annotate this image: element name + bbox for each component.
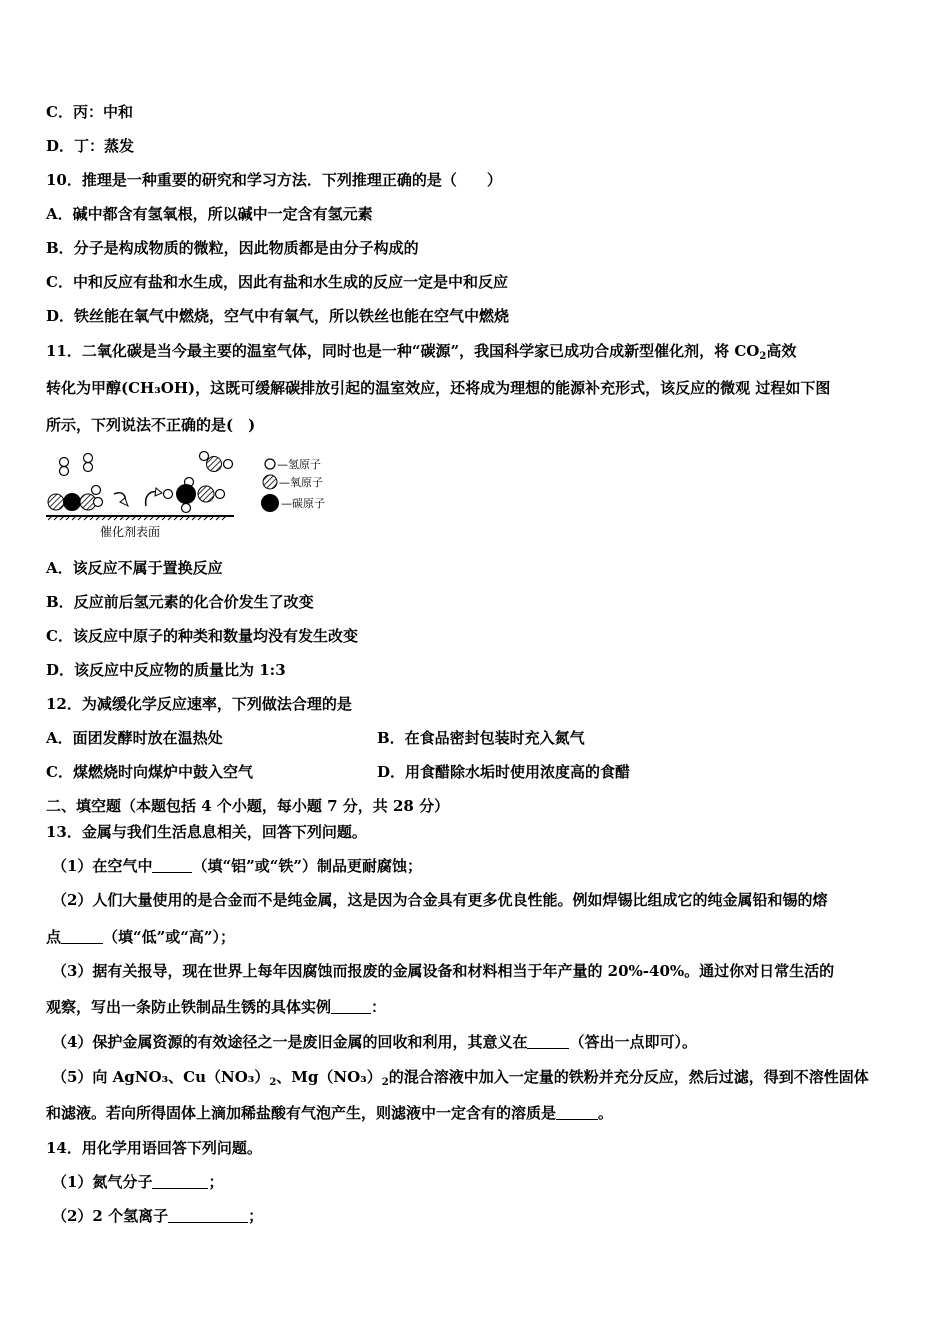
q13-stem: 13．金属与我们生活息息相关，回答下列问题。 [46,823,367,841]
q13-part1-text-a: （1）在空气中 [52,857,153,875]
q13-part5-line2-a: 和滤液。若向所得固体上滴加稀盐酸有气泡产生，则滤液中一定含有的溶质是 [46,1104,557,1122]
c-atom [176,484,196,504]
legend-c-icon [261,494,279,512]
h-atom [200,452,209,461]
q14-part1-text-b: ； [208,1173,224,1191]
o-atom [198,486,214,502]
legend-o-icon [263,475,277,489]
h-atom [84,463,93,472]
c-atom [63,493,81,511]
legend-h-icon [265,459,275,469]
q11-option-c: C．该反应中原子的种类和数量均没有发生改变 [46,627,358,645]
q13-part5-text-b: 、Mg（NO₃） [276,1068,382,1086]
arrow-head-icon [120,498,128,506]
q14-part2-text-a: （2）2 个氢离子 [52,1207,169,1225]
q13-part1-text-b: （填“铝”或“铁”）制品更耐腐蚀； [192,857,422,875]
q11-option-d: D．该反应中反应物的质量比为 1:3 [46,661,286,679]
h-atom [84,454,93,463]
q12-option-a: A．面团发酵时放在温热处 [46,729,223,747]
answer-blank[interactable] [556,1104,598,1120]
q13-part5-line2 [46,1103,613,1123]
q14-part1 [52,1172,223,1192]
h-atom [94,498,103,507]
q13-part4 [52,1032,697,1052]
h-atom [164,490,173,499]
q11-option-a: A．该反应不属于置换反应 [46,559,223,577]
answer-blank[interactable] [152,1173,208,1189]
h-atom [60,458,69,467]
q9-option-c: C．丙：中和 [46,103,133,121]
reaction-diagram [44,450,344,546]
q12-option-c: C．煤燃烧时向煤炉中鼓入空气 [46,763,253,781]
legend-hydrogen: —氢原子 [277,458,321,471]
q9-option-d: D．丁：蒸发 [46,137,135,155]
q13-part3-line1: （3）据有关报导，现在世界上每年因腐蚀而报废的金属设备和材料相当于年产量的 20%-40%。通过你对日常生活的 [52,962,835,980]
h-atom [182,504,191,513]
q13-part5-text-a: （5）向 AgNO₃、Cu（NO₃） [52,1068,270,1086]
q14-part2 [52,1206,263,1226]
q13-part2-line2 [46,927,235,947]
answer-blank[interactable] [168,1207,248,1223]
catalyst-surface-label: 催化剂表面 [100,525,161,539]
answer-blank[interactable] [527,1033,569,1049]
q13-part2-text-b: （填“低”或“高”）； [103,928,236,946]
q13-part3-text-a: 观察，写出一条防止铁制品生锈的具体实例 [46,998,332,1016]
q13-part5-text-c: 的混合溶液中加入一定量的铁粉并充分反应，然后过滤，得到不溶性固体 [388,1068,869,1086]
q10-option-b: B．分子是构成物质的微粒，因此物质都是由分子构成的 [46,239,419,257]
h-atom [224,460,233,469]
answer-blank[interactable] [331,998,371,1014]
answer-blank[interactable] [61,928,103,944]
q14-stem: 14．用化学用语回答下列问题。 [46,1139,262,1157]
q13-part5-sub1: 2 [269,1077,277,1088]
q11-stem-line3: 所示，下列说法不正确的是( ) [46,416,256,434]
arrow-head-icon [155,488,162,496]
q11-stem-text-b: 高效 [766,342,797,360]
legend-carbon: —碳原子 [281,497,325,510]
section-heading: 二、填空题（本题包括 4 个小题，每小题 7 分，共 28 分） [46,797,450,815]
h-atom [60,467,69,476]
q11-subscript: 2 [759,351,767,362]
q10-stem: 10．推理是一种重要的研究和学习方法．下列推理正确的是（ ） [46,171,502,189]
q10-option-d: D．铁丝能在氧气中燃烧，空气中有氧气，所以铁丝也能在空气中燃烧 [46,307,510,325]
q13-part1 [52,856,422,876]
q13-part2-line1: （2）人们大量使用的是合金而不是纯金属，这是因为合金具有更多优良性能。例如焊锡比组成它的纯金属铅和锡的熔 [52,891,828,909]
q13-part3-line2 [46,997,386,1017]
h-atom [216,490,225,499]
q13-part5-sub2: 2 [381,1077,389,1088]
q13-part2-text-a: 点 [46,928,62,946]
o-atom [48,494,64,510]
q13-part4-text-a: （4）保护金属资源的有效途径之一是废旧金属的回收和利用，其意义在 [52,1033,528,1051]
q11-stem-line2: 转化为甲醇(CH₃OH)，这既可缓解碳排放引起的温室效应，还将成为理想的能源补充形式，该反应的微观 过程如下图 [46,379,831,397]
q11-stem-text-a: 11．二氧化碳是当今最主要的温室气体，同时也是一种“碳源”，我国科学家已成功合成新型催化剂，将 CO [46,342,760,360]
h-atom [92,486,101,495]
q12-stem: 12．为减缓化学反应速率，下列做法合理的是 [46,695,352,713]
q10-option-c: C．中和反应有盐和水生成，因此有盐和水生成的反应一定是中和反应 [46,273,508,291]
q11-option-b: B．反应前后氢元素的化合价发生了改变 [46,593,314,611]
q14-part1-text-a: （1）氮气分子 [52,1173,153,1191]
q12-option-d: D．用食醋除水垢时使用浓度高的食醋 [377,763,631,781]
answer-blank[interactable] [152,857,192,873]
q13-part3-text-b: ： [371,998,387,1016]
legend-oxygen: —氧原子 [279,476,323,489]
q13-part4-text-b: （答出一点即可）。 [569,1033,697,1051]
o-atom [207,457,222,472]
q12-option-b: B．在食品密封包装时充入氮气 [377,729,585,747]
q10-option-a: A．碱中都含有氢氧根，所以碱中一定含有氢元素 [46,205,373,223]
q11-stem-line1 [46,341,796,367]
q13-part5-line2-b: 。 [598,1104,614,1122]
q14-part2-text-b: ； [248,1207,264,1225]
q13-part5-line1 [52,1067,869,1093]
